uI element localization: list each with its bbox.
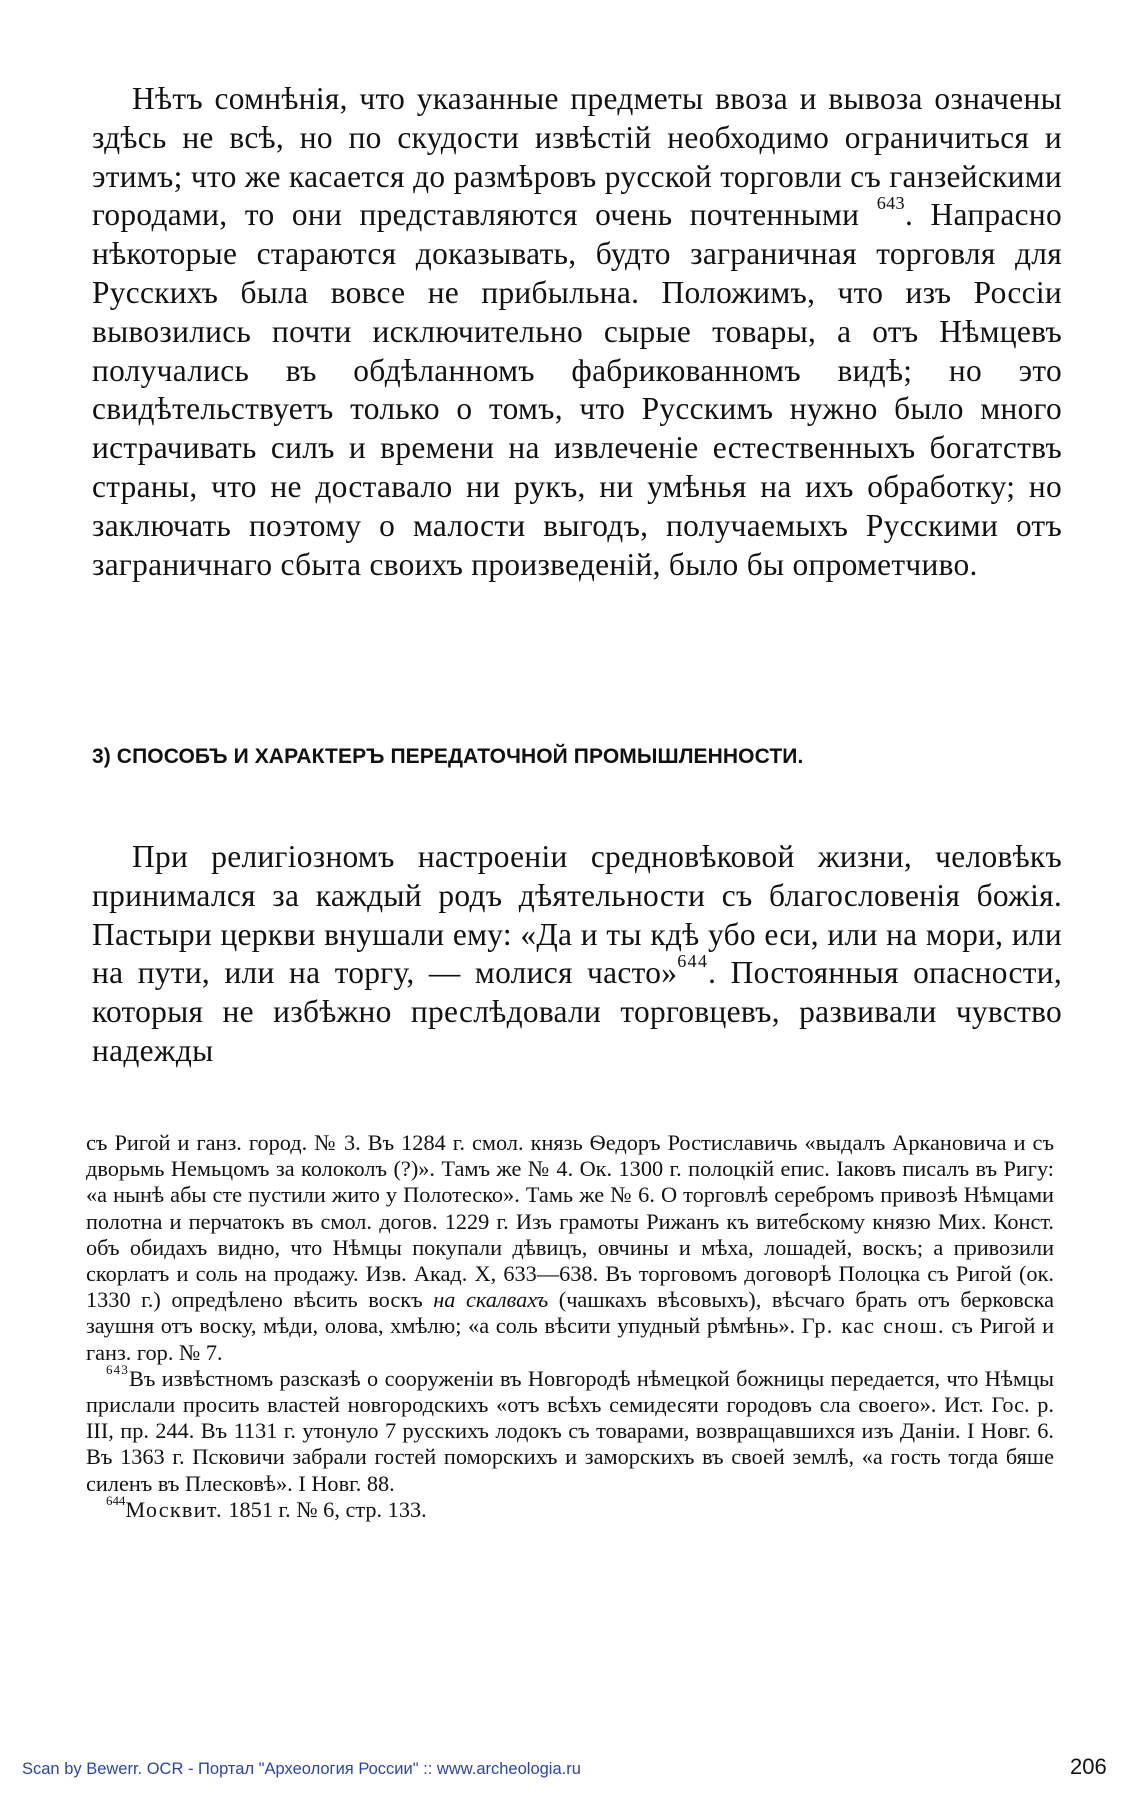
footnote-ref-644[interactable]: 644	[677, 951, 709, 972]
footnote-body: 1851 г. № 6, стр. 133.	[228, 1496, 427, 1522]
page-number: 206	[1070, 1754, 1107, 1779]
footnote-source: Москвит.	[125, 1496, 223, 1522]
section-heading: 3) СПОСОБЪ И ХАРАКТЕРЪ ПЕРЕДАТОЧНОЙ ПРОМЫШЛЕННОСТИ.	[92, 745, 804, 768]
paragraph-text: Нѣтъ сомнѣнія, что указанные предметы ввоза и вывоза означены здѣсь не всѣ, но по скудости извѣстій необходимо ограничиться и этимъ; что же касается до размѣровъ русской торговли съ ганзейскими городами, то они представляются очень почтенными	[92, 81, 1062, 233]
footnote-ref-643[interactable]: 643	[876, 193, 905, 214]
footnote-abbreviation: Гр. кас снош.	[801, 1313, 945, 1339]
footnote-continuation	[86, 1130, 1054, 1366]
paragraph-text-cont: . Напрасно нѣкоторые стараются доказывать, будто заграничная торговля для Русскихъ была вовсе не прибыльна. Положимъ, что изъ Россіи вывозились почти исключительно сырые товары, а отъ Нѣмцевъ получались въ обдѣланномъ фабрикованномъ видѣ; но это свидѣтельствуетъ только о томъ, что Русскимъ нужно было много истрачивать силъ и времени на извлеченіе естественныхъ богатствъ страны, что не доставало ни рукъ, ни умѣнья на ихъ обработку; но заключать поэтому о малости выгодъ, получаемыхъ Русскими отъ заграничнаго сбыта своихъ произведеній, было бы опрометчиво.	[92, 197, 1062, 582]
credit-link[interactable]: Scan by Bewerr. OCR - Портал "Археология России" :: www.archeologia.ru	[22, 1760, 581, 1778]
footnote-number: 644	[106, 1492, 126, 1508]
second-paragraph	[92, 838, 1062, 1071]
main-paragraph	[92, 80, 1062, 584]
footnote-644	[86, 1492, 1054, 1523]
footnote-text: съ Ригой и ганз. город. № 3. Въ 1284 г. смол. князь Ѳедоръ Ростиславичь «выдалъ Аркановича и съ дворьмь Немьцомъ за колоколъ (?)». Тамъ же № 4. Ок. 1300 г. полоцкій епис. Іаковъ писалъ въ Ригу: «а нынѣ абы сте пустили жито у Полотеско». Тамь же № 6. О торговлѣ серебромъ привозѣ Нѣмцами полотна и перчатокъ въ смол. догов. 1229 г. Изъ грамоты Рижанъ къ витебскому князю Мих. Конст. объ обидахъ видно, что Нѣмцы покупали дѣвицъ, овчины и мѣха, лошадей, воскъ; а привозили скорлатъ и соль на продажу. Изв. Акад. X, 633—638. Въ торговомъ договорѣ Полоцка съ Ригой (ок. 1330 г.) опредѣлено вѣсить воскъ	[86, 1130, 1054, 1313]
footnote-number: 643	[106, 1361, 129, 1377]
footnote-text-end: съ Ригой и ганз. гор. № 7.	[86, 1313, 1055, 1365]
footnote-text-cont: (чашкахъ вѣсовыхъ), вѣсчаго брать отъ берковска заушня отъ воску, мѣди, олова, хмѣлю; «а соль вѣсити упудный рѣмѣнь».	[86, 1287, 1054, 1339]
paragraph-text-cont: . Постоянныя опасности, которыя не избѣжно преслѣдовали торговцевъ, развивали чувство надежды	[92, 955, 1063, 1068]
footnotes	[86, 1130, 1054, 1523]
footnote-body: Въ извѣстномъ разсказѣ о сооруженіи въ Новгородѣ нѣмецкой божницы передается, что Нѣмцы прислали просить властей новгородскихъ «отъ всѣхъ семидесяти городовъ сла своего». Ист. Гос. р. III, пр. 244. Въ 1131 г. утонуло 7 русскихъ лодокъ съ товарами, возвращавшихся изъ Даніи. I Новг. 6. Въ 1363 г. Псковичи забрали гостей поморскихъ и заморскихъ въ своей землѣ, «а гость тогда бяше силенъ въ Плесковѣ». I Новг. 88.	[86, 1365, 1054, 1496]
footnote-643	[86, 1361, 1054, 1497]
footnote-italic-term: на скалвахъ	[433, 1287, 549, 1313]
paragraph-text: При религіозномъ настроеніи средновѣковой жизни, человѣкъ принимался за каждый родъ дѣятельности съ благословенія божія. Пастыри церкви внушали ему: «Да и ты кдѣ убо еси, или на мори, или на пути, или на торгу, — молися часто»	[92, 839, 1062, 991]
